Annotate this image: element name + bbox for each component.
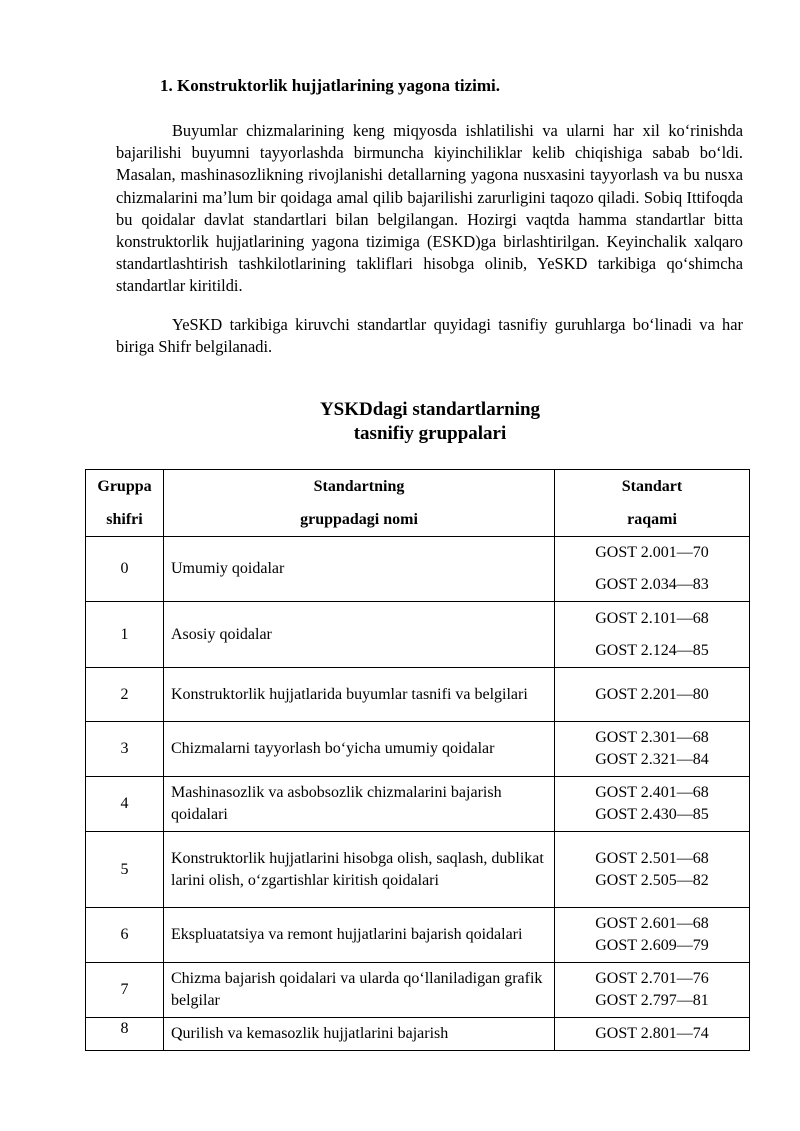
header-line: Standart [621, 478, 683, 495]
group-name: Ekspluatatsiya va remont hujjatlarini bajarish qoidalari [164, 908, 555, 963]
header-line: shifri [106, 511, 143, 528]
table-row [86, 668, 750, 722]
standard-number: GOST 2.801—74 [595, 1025, 709, 1042]
header-line: Gruppa [97, 478, 152, 495]
group-code: 8 [86, 1018, 164, 1051]
table-row [86, 722, 750, 777]
header-standard-name [164, 470, 555, 537]
standard-numbers [555, 537, 750, 602]
header-line: gruppadagi nomi [300, 511, 418, 528]
standard-number: GOST 2.034—83 [595, 576, 709, 593]
standard-numbers [555, 668, 750, 722]
standard-number: GOST 2.601—68 [595, 915, 709, 932]
header-line: raqami [627, 511, 677, 528]
group-code: 1 [86, 602, 164, 668]
standard-numbers [555, 777, 750, 832]
body-paragraph-2: YeSKD tarkibiga kiruvchi standartlar quyidagi tasnifiy guruhlarga boʻlinadi va har biriga Shifr belgilanadi. [116, 315, 743, 357]
group-name: Mashinasozlik va asbobsozlik chizmalarini bajarish qoidalari [164, 777, 555, 832]
group-code: 2 [86, 668, 164, 722]
standard-numbers [555, 602, 750, 668]
standard-number: GOST 2.701—76 [595, 970, 709, 987]
standard-number: GOST 2.001—70 [595, 544, 709, 561]
group-code: 7 [86, 963, 164, 1018]
standard-number: GOST 2.401—68 [595, 784, 709, 801]
standard-numbers [555, 1018, 750, 1051]
section-heading: 1. Konstruktorlik hujjatlarining yagona tizimi. [160, 76, 501, 95]
table-row [86, 1018, 750, 1051]
table-title-line-2: tasnifiy gruppalari [353, 423, 507, 444]
standard-number: GOST 2.321—84 [595, 751, 709, 768]
group-code: 6 [86, 908, 164, 963]
body-paragraph-1: Buyumlar chizmalarining keng miqyosda ishlatilishi va ularni har xil koʻrinishda bajarilishi buyumni tayyorlashda birmuncha kiyinchiliklar kelib chiqishiga sabab boʻldi. Masalan, mashinasozlikning rivojlanishi detallarning yagona nusxasini tayyorlash va bu nusxa chizmalarini maʼlum bir qoidaga amal qilib bajarilishi zarurligini taqozo qiladi. Sobiq Ittifoqda bu qoidalar davlat standartlari bilan belgilangan. Hozirgi vaqtda hamma standartlar bitta konstruktorlik hujjatlarining yagona tizimiga (ESKD)ga birlashtirilgan. Keyinchalik xalqaro standartlashtirish tashkilotlarining takliflari hisobga olinib, YeSKD tarkibiga qoʻshimcha standartlar kiritildi. [116, 121, 743, 296]
standard-numbers [555, 908, 750, 963]
group-code: 3 [86, 722, 164, 777]
table-row [86, 963, 750, 1018]
standard-number: GOST 2.301—68 [595, 729, 709, 746]
standard-number: GOST 2.124—85 [595, 641, 709, 659]
standard-number: GOST 2.430—85 [595, 806, 709, 823]
group-name: Konstruktorlik hujjatlarini hisobga olish, saqlash, dublikat larini olish, oʻzgartishlar kiritish qoidalari [164, 832, 555, 908]
table-row [86, 777, 750, 832]
group-name: Asosiy qoidalar [164, 602, 555, 668]
group-code: 0 [86, 537, 164, 602]
table-row [86, 537, 750, 602]
standard-number: GOST 2.201—80 [595, 685, 709, 703]
table-row [86, 602, 750, 668]
table-row [86, 908, 750, 963]
standard-numbers [555, 963, 750, 1018]
table-title-line-1: YSKDdagi standartlarning [319, 399, 541, 420]
standard-numbers [555, 832, 750, 908]
standard-number: GOST 2.609—79 [595, 937, 709, 954]
standard-number: GOST 2.101—68 [595, 609, 709, 627]
group-name: Chizma bajarish qoidalari va ularda qoʻllaniladigan grafik belgilar [164, 963, 555, 1018]
group-code: 4 [86, 777, 164, 832]
header-line: Standartning [313, 478, 405, 495]
header-group-code [86, 470, 164, 537]
group-name: Chizmalarni tayyorlash boʻyicha umumiy qoidalar [164, 722, 555, 777]
standard-numbers [555, 722, 750, 777]
group-code: 5 [86, 832, 164, 908]
table-header-row [86, 470, 750, 537]
header-standard-number [555, 470, 750, 537]
standards-table [85, 469, 750, 1051]
table-row [86, 832, 750, 908]
standard-number: GOST 2.501—68 [595, 849, 709, 867]
group-name: Qurilish va kemasozlik hujjatlarini bajarish [164, 1018, 555, 1051]
group-name: Konstruktorlik hujjatlarida buyumlar tasnifi va belgilari [164, 668, 555, 722]
standard-number: GOST 2.797—81 [595, 992, 709, 1009]
group-name: Umumiy qoidalar [164, 537, 555, 602]
standard-number: GOST 2.505—82 [595, 871, 709, 889]
